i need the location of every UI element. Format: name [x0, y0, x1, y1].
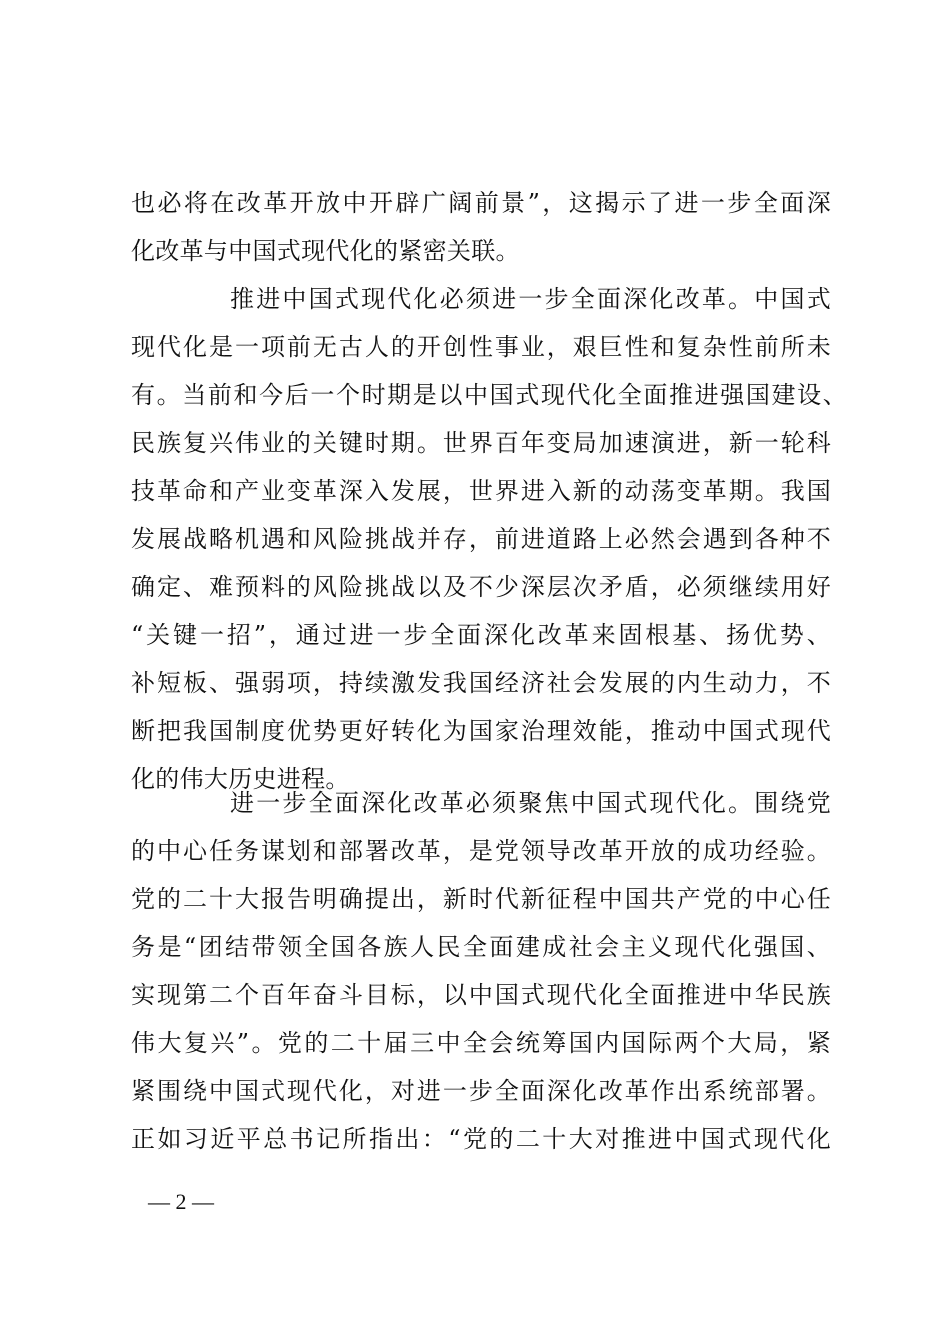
text-line: 现代化是一项前无古人的开创性事业，艰巨性和复杂性前所未	[131, 333, 831, 361]
text-line: 务是“团结带领全国各族人民全面建成社会主义现代化强国、	[131, 933, 831, 961]
text-line: 伟大复兴”。党的二十届三中全会统筹国内国际两个大局，紧	[131, 1029, 831, 1057]
text-line: 有。当前和今后一个时期是以中国式现代化全面推进强国建设、	[131, 381, 847, 409]
paragraph-reform-necessity	[131, 275, 847, 803]
text-line: 断把我国制度优势更好转化为国家治理效能，推动中国式现代	[131, 717, 831, 745]
text-line: 党的二十大报告明确提出，新时代新征程中国共产党的中心任	[131, 885, 831, 913]
text-line: 化改革与中国式现代化的紧密关联。	[131, 237, 520, 265]
text-line: 的中心任务谋划和部署改革，是党领导改革开放的成功经验。	[131, 837, 831, 865]
paragraph-reform-focus	[131, 779, 831, 1163]
text-line: 发展战略机遇和风险挑战并存，前进道路上必然会遇到各种不	[131, 525, 831, 553]
paragraph-continued	[131, 179, 831, 275]
text-line: 推进中国式现代化必须进一步全面深化改革。中国式	[230, 285, 831, 313]
text-line: 民族复兴伟业的关键时期。世界百年变局加速演进，新一轮科	[131, 429, 831, 457]
text-line: “关键一招”，通过进一步全面深化改革来固根基、扬优势、	[131, 621, 831, 649]
text-line: 也必将在改革开放中开辟广阔前景”，这揭示了进一步全面深	[131, 189, 831, 217]
text-line: 技革命和产业变革深入发展，世界进入新的动荡变革期。我国	[131, 477, 831, 505]
text-line: 进一步全面深化改革必须聚焦中国式现代化。围绕党	[230, 789, 831, 817]
text-line: 补短板、强弱项，持续激发我国经济社会发展的内生动力，不	[131, 669, 831, 697]
text-line: 化的伟大历史进程。	[131, 765, 350, 793]
text-line: 确定、难预料的风险挑战以及不少深层次矛盾，必须继续用好	[131, 573, 831, 601]
text-line: 紧围绕中国式现代化，对进一步全面深化改革作出系统部署。	[131, 1077, 831, 1105]
text-line: 实现第二个百年奋斗目标，以中国式现代化全面推进中华民族	[131, 981, 831, 1009]
text-line: 正如习近平总书记所指出：“党的二十大对推进中国式现代化	[131, 1125, 831, 1153]
page-number: — 2 —	[148, 1189, 214, 1214]
